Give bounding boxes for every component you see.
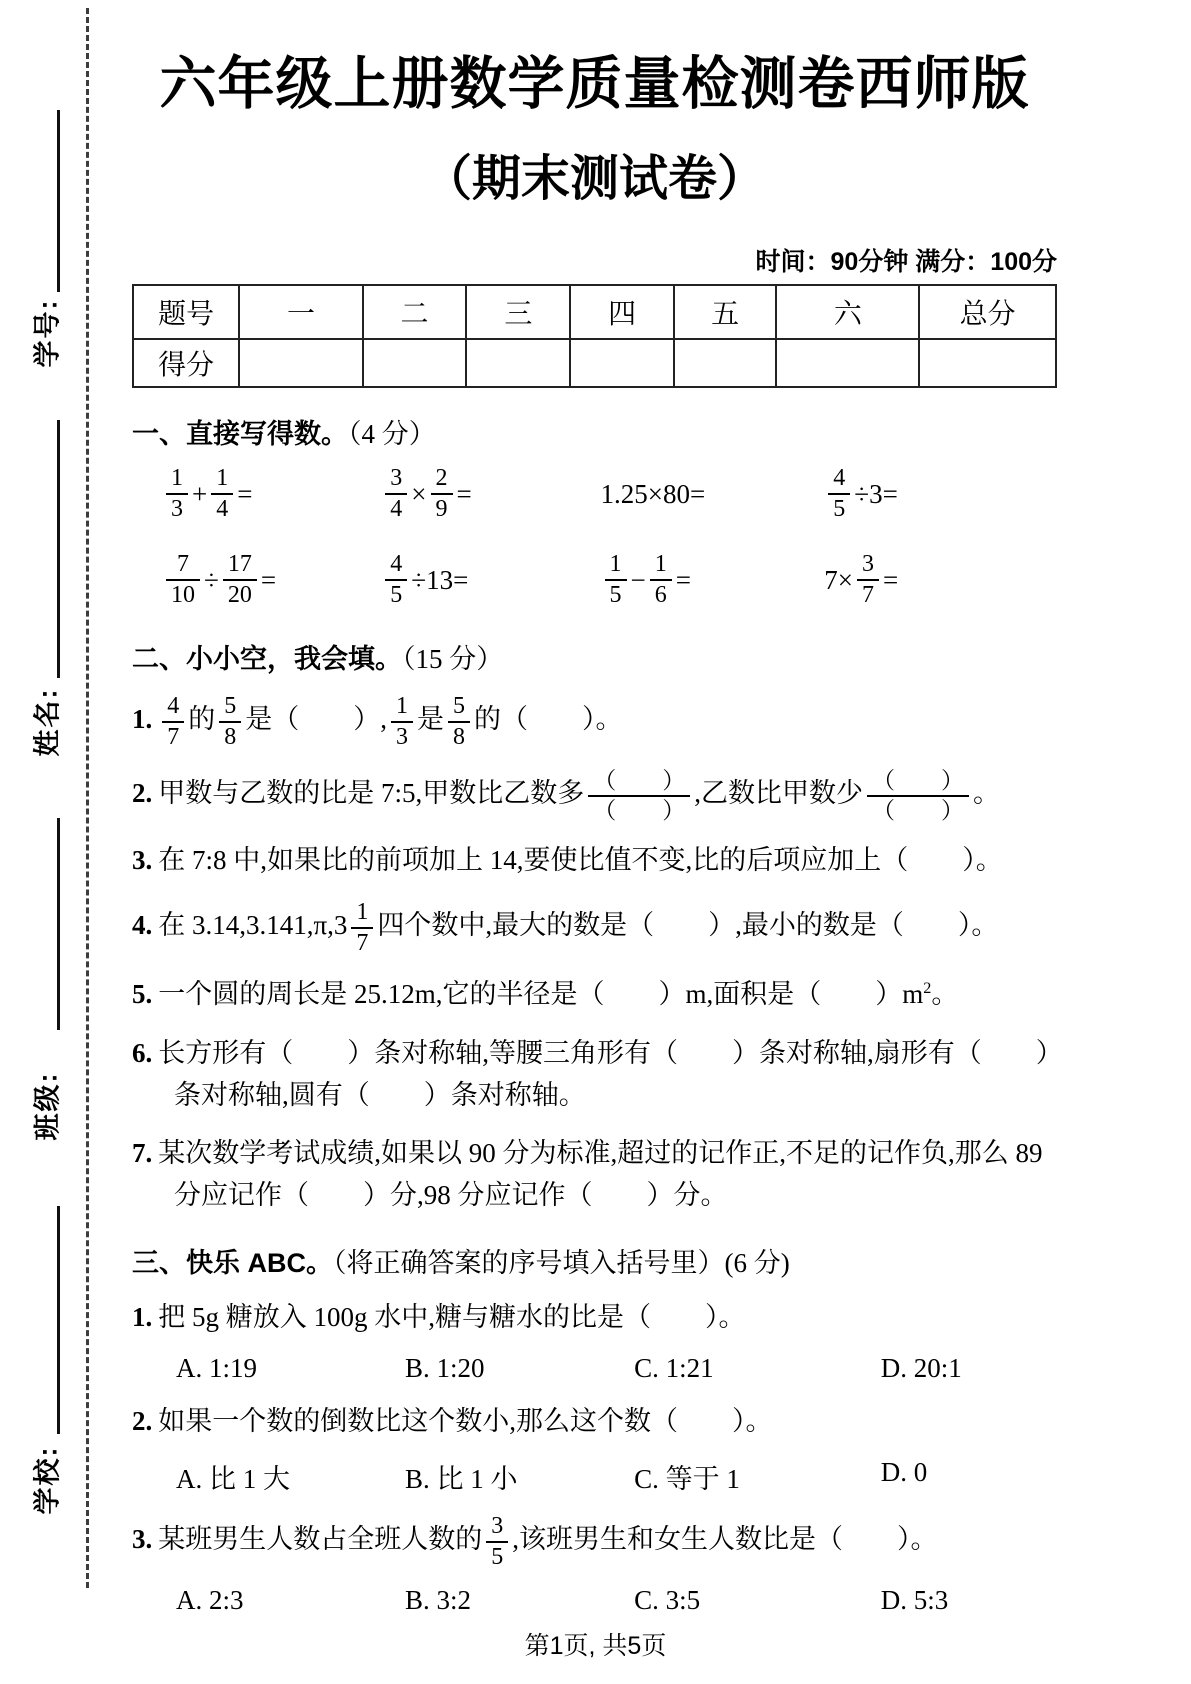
section1-heading xyxy=(132,412,1057,451)
fraction: $\frac{1}{6}$ xyxy=(650,551,672,609)
fraction: $\frac{5}{8}$ xyxy=(448,693,470,751)
school-write-line xyxy=(57,1206,60,1434)
math-expression: $\frac{1}{5}$ − $\frac{1}{6}$ = xyxy=(601,547,825,613)
score-row-label: 得分 xyxy=(133,339,239,387)
option-c: C. 等于 1 xyxy=(634,1463,740,1494)
fraction-blank: $\frac{( )}{( )}$ xyxy=(867,768,969,824)
page-number: 第1页, 共5页 xyxy=(524,1632,667,1660)
binding-margin xyxy=(0,0,92,1684)
fraction: $\frac{3}{4}$ xyxy=(385,465,407,523)
fill-blank-question: 2. 甲数与乙数的比是 7:5,甲数比乙数多 $\frac{( )}{( )}$ ,乙数比甲数少 $\frac{( )}{( )}$ 。 xyxy=(132,767,1001,823)
section2-heading xyxy=(132,637,1057,676)
option-d: D. 20:1 xyxy=(880,1352,962,1383)
student-id-write-line xyxy=(57,110,60,292)
option-c: C. 1:21 xyxy=(634,1352,714,1383)
score-table xyxy=(132,284,1057,388)
school-label: 学校: xyxy=(32,1445,63,1515)
fraction: $\frac{4}{5}$ xyxy=(828,465,850,523)
choice-question-stem: 1. 把 5g 糖放入 100g 水中,糖与糖水的比是（ ）。 xyxy=(132,1302,746,1333)
fill-blank-question: 6. 长方形有（ ）条对称轴,等腰三角形有（ ）条对称轴,扇形有（ ）条对称轴,圆有（ ）条对称轴。 xyxy=(132,1037,1050,1110)
fraction-blank: $\frac{( )}{( )}$ xyxy=(588,768,690,824)
fill-blank-question: 5. 一个圆的周长是 25.12m,它的半径是（ ）m,面积是（ ）$m^2$。 xyxy=(132,978,959,1009)
fill-blank-question: 4. 在 3.14,3.141,π,3 $\frac{1}{7}$ 四个数中,最大的数是（ ）,最小的数是（ ）。 xyxy=(132,899,999,956)
choice-options-row xyxy=(132,1457,1057,1496)
choice-options-row xyxy=(132,1353,1057,1384)
score-cell xyxy=(919,339,1056,387)
fraction: $\frac{1}{4}$ xyxy=(211,465,233,523)
option-c: C. 3:5 xyxy=(634,1584,701,1615)
fraction: $\frac{3}{7}$ xyxy=(857,551,879,609)
fill-blank-question: 3. 在 7:8 中,如果比的前项加上 14,要使比值不变,比的后项应加上（ ）。 xyxy=(132,845,1003,876)
math-expression: $\frac{7}{10}$ ÷ $\frac{17}{20}$ = xyxy=(162,547,381,613)
student-id-label: 学号: xyxy=(32,298,63,368)
class-label: 班级: xyxy=(32,1071,63,1141)
option-b: B. 3:2 xyxy=(405,1584,472,1615)
score-cell xyxy=(466,339,570,387)
score-table-header-cell: 一 xyxy=(239,285,363,339)
section3-heading xyxy=(132,1241,1057,1280)
fill-blank-question: 7. 某次数学考试成绩,如果以 90 分为标准,超过的记作正,不足的记作负,那么 89 分应记作（ ）分,98 分应记作（ ）分。 xyxy=(132,1138,1043,1211)
option-b: B. 比 1 小 xyxy=(405,1463,518,1494)
score-table-header-cell: 五 xyxy=(674,285,776,339)
fraction: $\frac{4}{7}$ xyxy=(162,693,184,751)
score-cell xyxy=(239,339,363,387)
option-a: A. 1:19 xyxy=(176,1352,257,1383)
score-table-header-cell: 三 xyxy=(466,285,570,339)
section2-title: 二、小小空，我会填。 xyxy=(132,644,402,674)
score-table-score-row xyxy=(133,339,1056,387)
option-d: D. 5:3 xyxy=(880,1584,949,1615)
option-a: A. 2:3 xyxy=(176,1584,244,1615)
section1-expressions xyxy=(132,461,1057,613)
section1-title: 一、直接写得数。 xyxy=(132,419,348,449)
fraction: $\frac{17}{20}$ xyxy=(223,551,257,609)
score-table-header-cell: 四 xyxy=(570,285,673,339)
math-expression: 1.25×80= xyxy=(600,478,706,509)
score-table-header-cell: 题号 xyxy=(133,285,239,339)
section3-points: （将正确答案的序号填入括号里）(6 分) xyxy=(333,1248,790,1279)
math-expression: $\frac{4}{5}$ ÷3= xyxy=(824,461,1057,527)
section2-points: （15 分） xyxy=(402,644,504,674)
fraction: $\frac{3}{5}$ xyxy=(486,1513,508,1571)
exam-meta: 时间：90分钟 满分：100分 xyxy=(755,248,1057,276)
choice-question-stem: 2. 如果一个数的倒数比这个数小,那么这个数（ ）。 xyxy=(132,1405,773,1436)
score-table-header-row xyxy=(133,285,1056,339)
fraction: $\frac{1}{3}$ xyxy=(166,465,188,523)
fraction: $\frac{4}{5}$ xyxy=(385,551,407,609)
page-subtitle: （期末测试卷） xyxy=(422,152,766,206)
dashed-cut-line xyxy=(86,8,89,1588)
score-table-header-cell: 二 xyxy=(363,285,466,339)
fraction: $\frac{1}{3}$ xyxy=(391,693,413,751)
option-a: A. 比 1 大 xyxy=(176,1463,290,1494)
score-cell xyxy=(776,339,919,387)
name-write-line xyxy=(57,420,60,678)
math-expression: 7× $\frac{3}{7}$ = xyxy=(824,551,899,608)
fraction: $\frac{7}{10}$ xyxy=(166,551,200,609)
score-cell xyxy=(674,339,776,387)
option-d: D. 0 xyxy=(880,1456,928,1487)
fraction: $\frac{5}{8}$ xyxy=(219,693,241,751)
math-expression: $\frac{1}{3}$ + $\frac{1}{4}$ = xyxy=(162,461,381,527)
choice-options-row xyxy=(132,1585,1057,1616)
score-table-header-cell: 总分 xyxy=(919,285,1056,339)
option-b: B. 1:20 xyxy=(405,1352,485,1383)
score-cell xyxy=(570,339,673,387)
score-table-header-cell: 六 xyxy=(776,285,919,339)
section3-title: 三、快乐 ABC。 xyxy=(132,1248,333,1279)
class-write-line xyxy=(57,818,60,1030)
score-cell xyxy=(363,339,466,387)
section1-points: （4 分） xyxy=(348,419,436,449)
fraction: $\frac{1}{7}$ xyxy=(351,899,373,957)
fraction: $\frac{2}{9}$ xyxy=(431,465,453,523)
math-expression: $\frac{4}{5}$ ÷13= xyxy=(381,547,600,613)
choice-question-stem: 3. 某班男生人数占全班人数的 $\frac{3}{5}$ ,该班男生和女生人数比是（ ）。 xyxy=(132,1512,938,1570)
math-expression: $\frac{3}{4}$ × $\frac{2}{9}$ = xyxy=(381,461,600,527)
name-label: 姓名: xyxy=(32,687,63,757)
page-title: 六年级上册数学质量检测卷西师版 xyxy=(159,52,1030,116)
fraction: $\frac{1}{5}$ xyxy=(605,551,627,609)
fill-blank-question: 1. $\frac{4}{7}$ 的 $\frac{5}{8}$ 是（ ）, $\frac{1}{3}$ 是 $\frac{5}{8}$ 的（ ）。 xyxy=(132,693,623,750)
